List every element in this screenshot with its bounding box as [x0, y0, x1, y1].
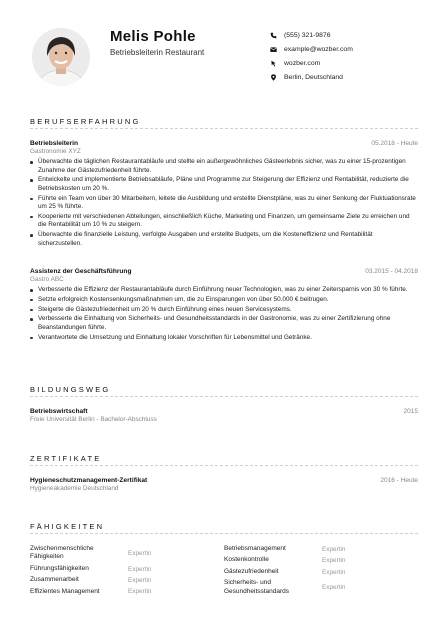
email-icon	[268, 46, 278, 53]
education-date: 2015	[403, 408, 418, 415]
job-company: Gastro ABC	[30, 276, 64, 283]
skills-column-right	[224, 545, 418, 599]
skill-item	[30, 545, 224, 562]
candidate-name: Melis Pohle	[110, 28, 196, 45]
contact-website-text[interactable]: wozber.com	[284, 59, 321, 67]
job-title: Assistenz der Geschäftsführung	[30, 268, 132, 275]
job-dates: 03.2015 - 04.2018	[365, 268, 418, 275]
section-divider	[30, 533, 418, 534]
candidate-role: Betriebsleiterin Restaurant	[110, 48, 205, 57]
skill-name: Gästezufriedenheit	[224, 567, 279, 575]
skill-name: Zwischenmenschliche Fähigkeiten	[30, 545, 94, 561]
contact-list	[268, 28, 353, 84]
job-dates: 05.2018 - Heute	[371, 140, 418, 147]
contact-phone	[268, 28, 353, 42]
skill-item	[224, 579, 418, 596]
job-title: Betriebsleiterin	[30, 140, 79, 147]
skill-level: Expertin	[128, 565, 152, 573]
section-divider	[30, 465, 418, 466]
job-bullet: Entwickelte und implementierte Betriebsabläufe, Pläne und Programme zur Steigerung der Effizienz und Rentabilität, reduzierte die Betriebskosten um 20 %.	[30, 176, 418, 193]
skill-level: Expertin	[128, 549, 152, 557]
contact-website	[268, 56, 353, 70]
education-institution: Freie Universität Berlin - Bachelor-Abschluss	[30, 416, 157, 423]
skill-level: Expertin	[322, 557, 346, 565]
job-entry	[30, 268, 418, 343]
job-bullet: Kooperierte mit verschiedenen Abteilungen, einschließlich Küche, Marketing und Finanzen, um gemeinsame Ziele zu erreichen und die Rentabilität um 10 % zu steigern.	[30, 213, 418, 230]
certificate-title: Hygieneschutzmanagement-Zertifikat	[30, 477, 148, 484]
skill-name: Effizientes Management	[30, 587, 100, 595]
link-icon	[268, 60, 278, 67]
skill-name: Sicherheits- und Gesundheitsstandards	[224, 579, 290, 595]
contact-location	[268, 70, 353, 84]
job-company: Gastronomie XYZ	[30, 148, 81, 155]
job-entry	[30, 140, 418, 249]
skill-name: Führungsfähigkeiten	[30, 564, 89, 572]
section-divider	[30, 128, 418, 129]
certificate-entry	[30, 477, 418, 492]
section-divider	[30, 396, 418, 397]
skills-grid	[30, 545, 418, 599]
job-bullet: Führte ein Team von über 30 Mitarbeitern, leitete die Ausbildung und erstellte Dienstpläne, was zu einer Senkung der Fluktuationsrate um 25 % führte.	[30, 195, 418, 212]
skill-name: Kostenkontrolle	[224, 556, 269, 564]
job-bullets	[30, 158, 418, 248]
job-bullet: Verantwortete die Umsetzung und Einhaltung lokaler Vorschriften für Lebensmittel und Getränke.	[30, 334, 418, 343]
job-bullet: Überwachte die finanzielle Leistung, verfolgte Ausgaben und erstellte Budgets, um die Kosteneffizienz und Rentabilität sicherzustellen.	[30, 231, 418, 248]
contact-location-text: Berlin, Deutschland	[284, 73, 343, 81]
contact-email-text[interactable]: example@wozber.com	[284, 45, 353, 53]
job-bullet: Verbesserte die Einhaltung von Sicherheits- und Gesundheitsstandards in der Gastronomie, was zu einer Zertifizierung ohne Beanstandungen führte.	[30, 315, 418, 332]
job-bullet: Steigerte die Gästezufriedenheit um 20 % durch Einführung eines neuen Servicesystems.	[30, 306, 418, 315]
section-title-certificates: ZERTIFIKATE	[30, 454, 102, 463]
skill-name: Zusammenarbeit	[30, 576, 79, 584]
skill-item	[224, 568, 418, 576]
skill-item	[30, 565, 224, 573]
job-bullet: Setzte erfolgreich Kostensenkungsmaßnahmen um, die zu Einsparungen von über 50.000 € beitrugen.	[30, 296, 418, 305]
section-title-skills: FÄHIGKEITEN	[30, 522, 105, 531]
skill-level: Expertin	[128, 588, 152, 596]
certificate-date: 2016 - Heute	[380, 477, 418, 484]
skill-item	[224, 545, 418, 553]
education-entry	[30, 408, 418, 423]
job-bullet: Überwachte die täglichen Restaurantabläufe und stellte ein außergewöhnliches Gästeerlebnis sicher, was zu einer 15-prozentigen Zunahme der Gästezufriedenheit führte.	[30, 158, 418, 175]
skill-level: Expertin	[322, 584, 346, 592]
skills-column-left	[30, 545, 224, 599]
skill-level: Expertin	[128, 576, 152, 584]
certificate-issuer: Hygieneakademie Deutschland	[30, 485, 119, 492]
phone-icon	[268, 32, 278, 39]
education-title: Betriebswirtschaft	[30, 408, 88, 415]
profile-photo-image	[32, 28, 90, 86]
contact-phone-text[interactable]: (555) 321-9876	[284, 31, 331, 39]
skill-name: Betriebsmanagement	[224, 545, 286, 552]
skill-level: Expertin	[322, 545, 346, 553]
skill-level: Expertin	[322, 568, 346, 576]
profile-photo	[32, 28, 90, 86]
skill-item	[30, 576, 224, 584]
skill-item	[30, 588, 224, 596]
location-icon	[268, 74, 278, 81]
section-title-education: BILDUNGSWEG	[30, 385, 111, 394]
job-bullets	[30, 286, 418, 342]
section-title-experience: BERUFSERFAHRUNG	[30, 117, 141, 126]
contact-email	[268, 42, 353, 56]
skill-item	[224, 556, 418, 564]
job-bullet: Verbesserte die Effizienz der Restaurantabläufe durch Einführung neuer Technologien, was zu einer Zeitersparnis von 30 % führte.	[30, 286, 418, 295]
